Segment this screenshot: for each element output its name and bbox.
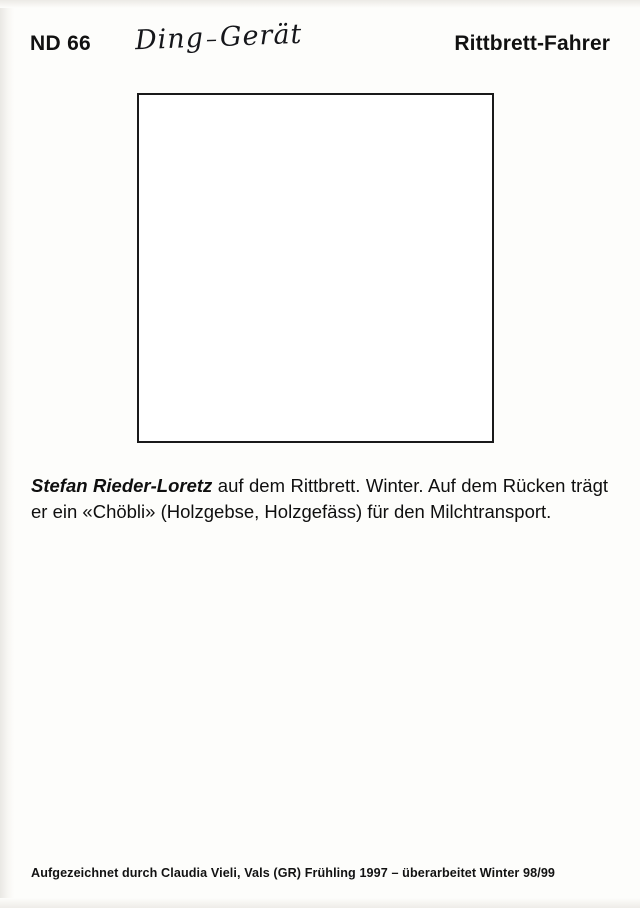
caption-text: auf dem Rittbrett. Winter. Auf dem Rücken trägt er ein «Chöbli» (Holzgebse, Holzgefäss) für den Milchtransport. (31, 475, 608, 523)
card-id: ND 66 (30, 32, 92, 55)
document-header (30, 18, 610, 70)
caption (31, 473, 608, 526)
handwritten-annotation (134, 19, 302, 56)
photo-frame (137, 93, 494, 443)
handwritten-annotation-part2: Gerät (219, 18, 303, 53)
caption-person-name: Stefan Rieder-Loretz (31, 475, 213, 496)
handwritten-annotation-part1: Ding (134, 22, 205, 57)
page-title: Rittbrett-Fahrer (454, 32, 610, 55)
handwritten-annotation-dash: – (205, 27, 219, 53)
footer-credit: Aufgezeichnet durch Claudia Vieli, Vals (GR) Frühling 1997 – überarbeitet Winter 98/99 (31, 866, 556, 880)
